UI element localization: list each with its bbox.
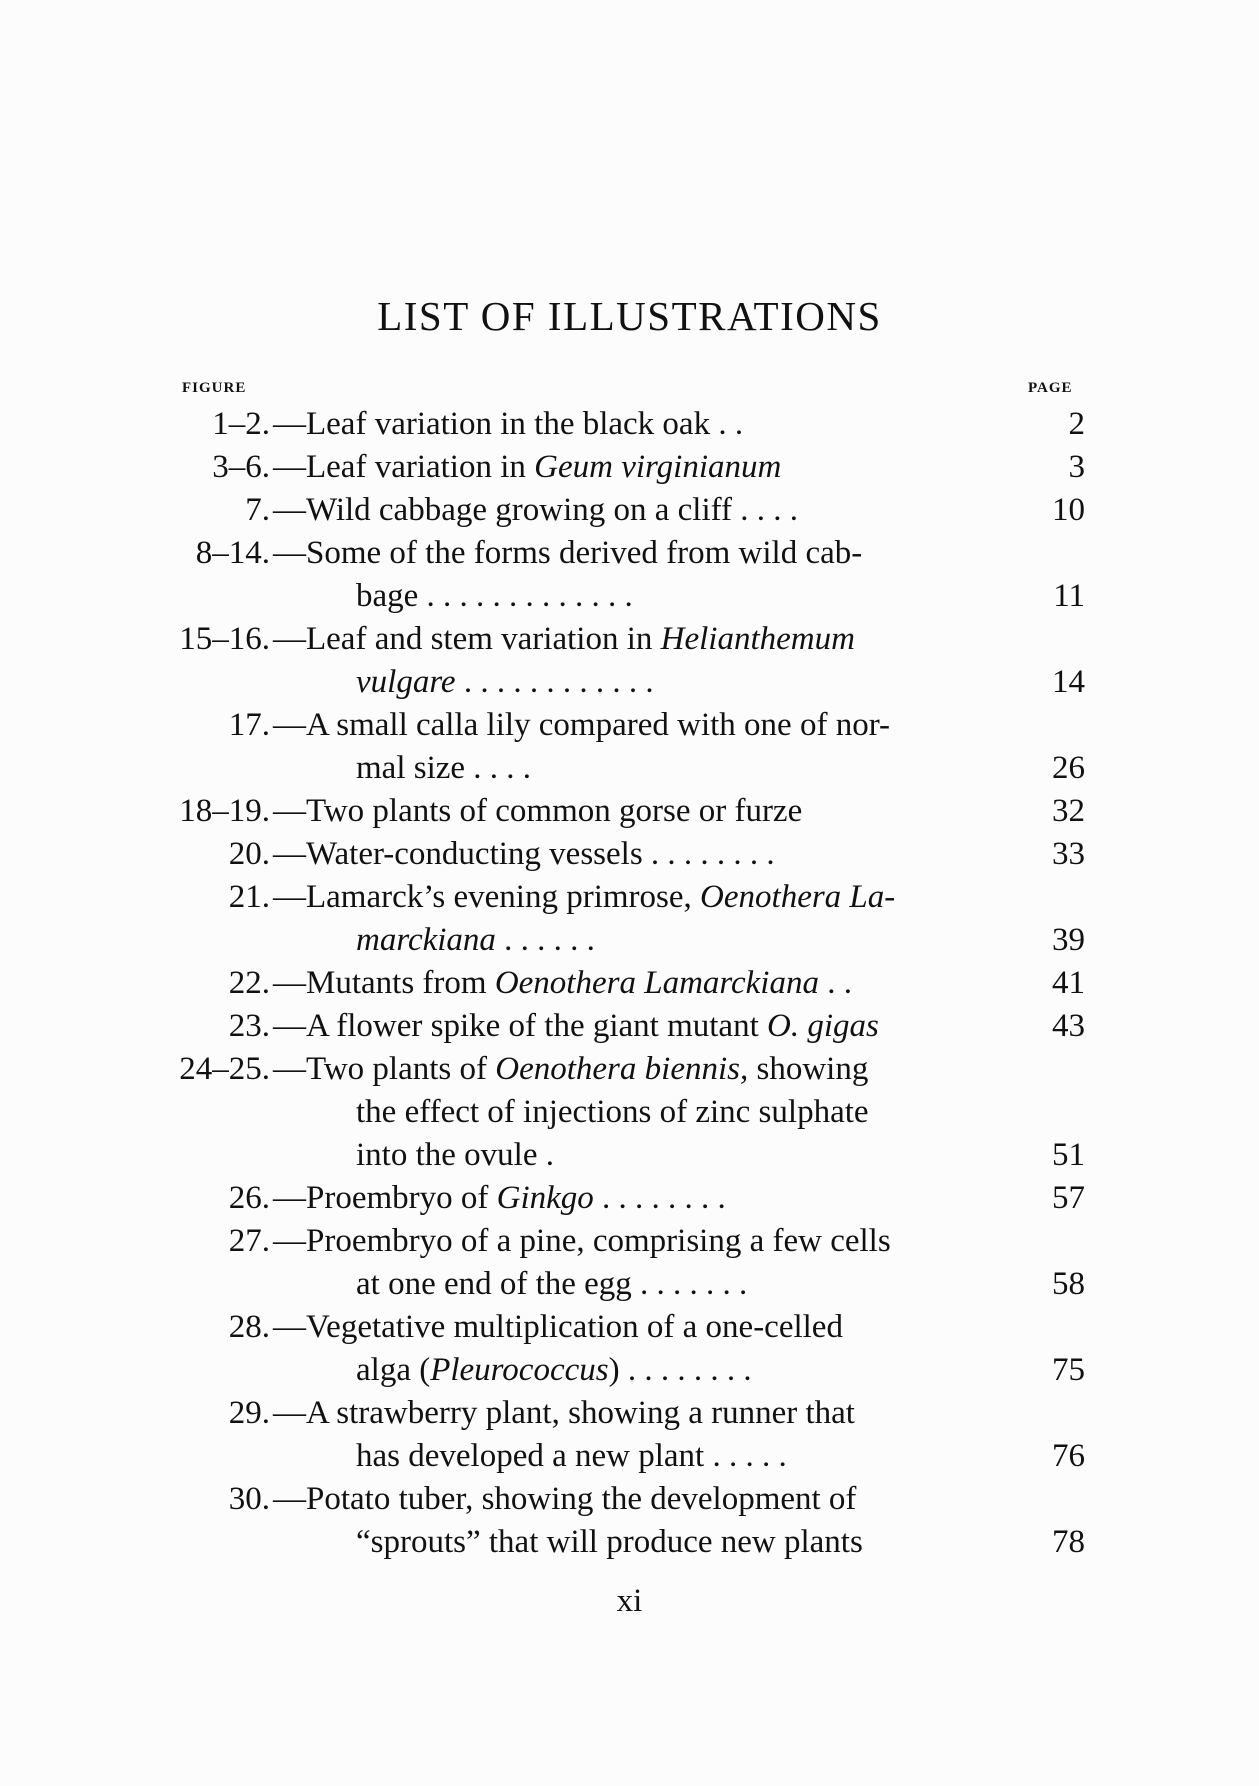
entry-text: —Leaf variation in <box>273 449 535 485</box>
entry-italic-text: Pleurococcus <box>430 1352 609 1388</box>
entry-continuation: “sprouts” that will produce new plants <box>356 1524 863 1560</box>
page-number: 11 <box>1053 578 1085 614</box>
page-number: 32 <box>1052 793 1085 829</box>
figure-number: 26. <box>228 1180 270 1216</box>
entry-continuation: at one end of the egg . . . . . . . <box>356 1266 748 1302</box>
leader-dots: . . . . . . <box>495 922 595 958</box>
entry-italic-text: O. gigas <box>767 1008 879 1044</box>
entry-continuation: into the ovule . <box>356 1137 554 1173</box>
entry-continuation: the effect of injections of zinc sulphate <box>356 1094 869 1130</box>
entry-italic-text: Ginkgo <box>496 1180 594 1216</box>
entry-text: —Proembryo of a pine, comprising a few cells <box>273 1223 891 1259</box>
page-number: 58 <box>1052 1266 1085 1302</box>
entry-italic-text: Geum virginianum <box>534 449 782 485</box>
entry-text: alga ( <box>356 1352 431 1388</box>
figure-number: 22. <box>228 965 270 1001</box>
entry-italic-text: Oenothera La- <box>700 879 896 915</box>
entry-italic-text: Oenothera biennis, <box>495 1051 749 1087</box>
entry-text: —A strawberry plant, showing a runner that <box>273 1395 855 1431</box>
figure-number: 18–19. <box>179 793 270 829</box>
entry-text: —A flower spike of the giant mutant <box>273 1008 767 1044</box>
page-number: 75 <box>1052 1352 1085 1388</box>
entry-text: showing <box>748 1051 869 1087</box>
figure-number: 8–14. <box>195 535 270 571</box>
figure-number: 1–2. <box>212 406 270 442</box>
entry-text: —Vegetative multiplication of a one-celled <box>273 1309 843 1345</box>
page-number: 14 <box>1052 664 1085 700</box>
entry-text: —Water-conducting vessels . . . . . . . . <box>273 836 775 872</box>
entry-text: —Wild cabbage growing on a cliff . . . . <box>273 492 799 528</box>
figure-number: 17. <box>228 707 270 743</box>
leader-dots: . . <box>818 965 852 1001</box>
page-number: 2 <box>1068 406 1085 442</box>
figure-number: 23. <box>228 1008 270 1044</box>
leader-dots: ) . . . . . . . . <box>608 1352 752 1388</box>
entry-text: —Leaf variation in the black oak . . <box>273 406 744 442</box>
figure-number: 29. <box>228 1395 270 1431</box>
entry-text: —Some of the forms derived from wild cab- <box>273 535 863 571</box>
entry-italic-text: marckiana <box>356 922 496 958</box>
page-number: 26 <box>1052 750 1085 786</box>
entry-text: —Proembryo of <box>273 1180 497 1216</box>
entry-text: —Lamarck’s evening primrose, <box>273 879 701 915</box>
figure-number: 24–25. <box>179 1051 270 1087</box>
page-number: 76 <box>1052 1438 1085 1474</box>
page-number: 10 <box>1052 492 1085 528</box>
page-number: 3 <box>1068 449 1085 485</box>
figure-number: 27. <box>228 1223 270 1259</box>
figure-number: 28. <box>228 1309 270 1345</box>
entry-italic-text: Helianthemum <box>660 621 855 657</box>
entry-italic-text: vulgare <box>356 664 456 700</box>
figure-number: 30. <box>228 1481 270 1517</box>
entry-italic-text: Oenothera Lamarckiana <box>494 965 819 1001</box>
page-number: 78 <box>1052 1524 1085 1560</box>
figure-number: 7. <box>245 492 270 528</box>
page-number: 43 <box>1052 1008 1085 1044</box>
entry-text: —Two plants of common gorse or furze <box>273 793 803 829</box>
entry-continuation: has developed a new plant . . . . . <box>356 1438 787 1474</box>
page-column-header: PAGE <box>1028 380 1073 396</box>
entry-text: —Leaf and stem variation in <box>273 621 661 657</box>
figure-number: 3–6. <box>212 449 270 485</box>
page-number: 51 <box>1052 1137 1085 1173</box>
entry-continuation: mal size . . . . <box>356 750 532 786</box>
entry-text: —A small calla lily compared with one of nor- <box>273 707 891 743</box>
page-number: 39 <box>1052 922 1085 958</box>
page-title: LIST OF ILLUSTRATIONS <box>377 293 882 339</box>
figure-number: 21. <box>228 879 270 915</box>
entry-text: —Mutants from <box>273 965 495 1001</box>
leader-dots: . . . . . . . . <box>593 1180 726 1216</box>
page-number: 57 <box>1052 1180 1085 1216</box>
figure-number: 20. <box>228 836 270 872</box>
page-number: 41 <box>1052 965 1085 1001</box>
entry-text: —Potato tuber, showing the development of <box>273 1481 857 1517</box>
leader-dots: . . . . . . . . . . . . <box>455 664 654 700</box>
page-number: 33 <box>1052 836 1085 872</box>
page-folio: xi <box>616 1583 643 1619</box>
entry-text: —Two plants of <box>273 1051 496 1087</box>
entry-continuation: bage . . . . . . . . . . . . . <box>356 578 633 614</box>
figure-number: 15–16. <box>179 621 270 657</box>
figure-column-header: FIGURE <box>182 380 247 396</box>
